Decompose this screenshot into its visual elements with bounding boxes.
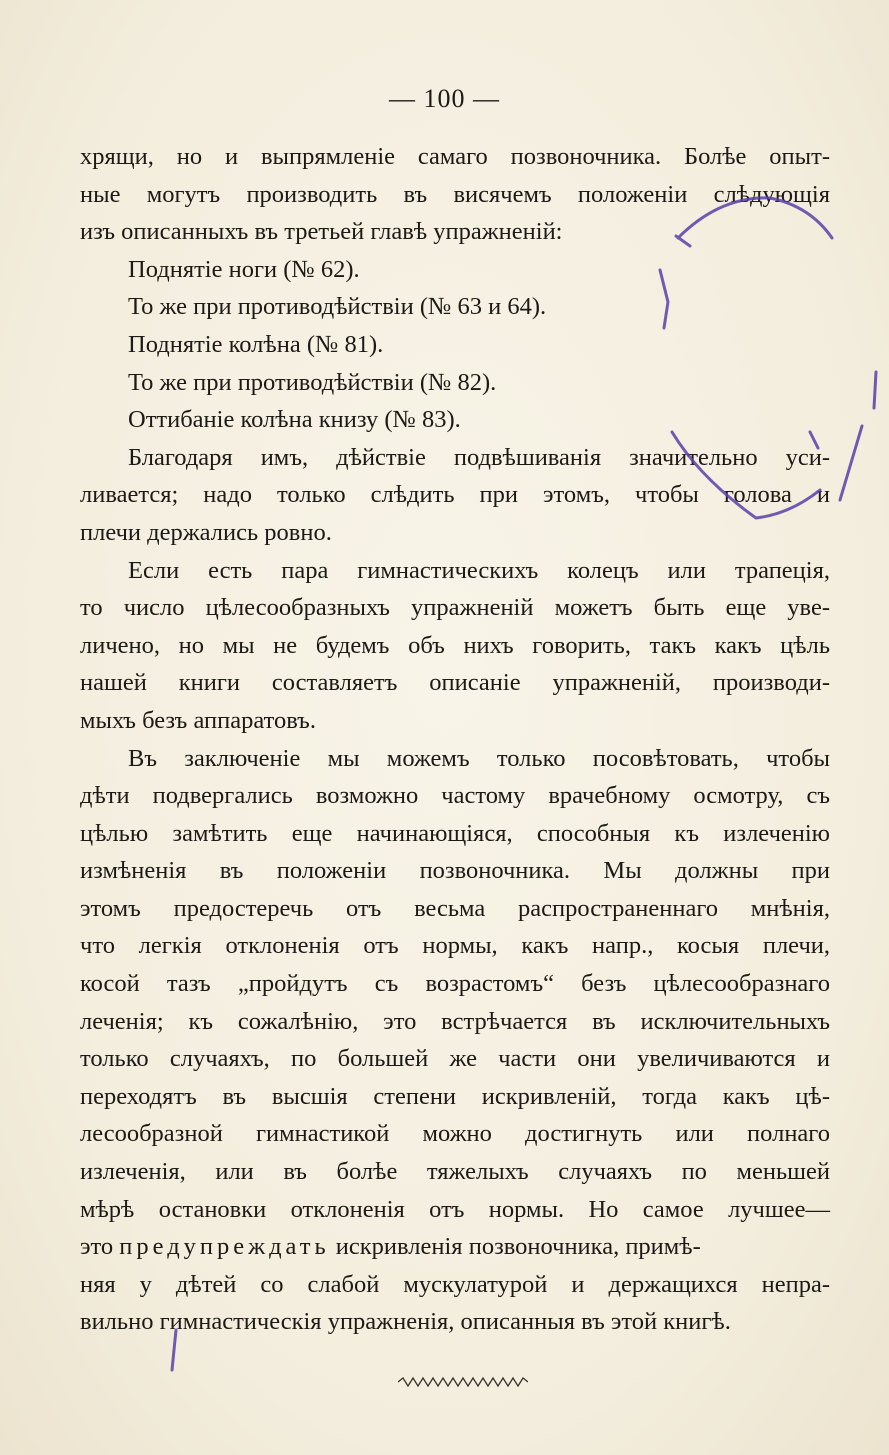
text-line: ные могутъ производить въ висячемъ положеніи слѣдующія (80, 180, 830, 208)
text-line: косой тазъ „пройдутъ съ возрастомъ“ безъ цѣлесообразнаго (80, 970, 830, 998)
exercise-list-item: Поднятіе колѣна (№ 81). (128, 330, 384, 358)
text-fragment: искривленія позвоночника, примѣ- (329, 1233, 701, 1261)
text-line: нашей книги составляетъ описаніе упражненій, производи- (80, 669, 830, 697)
text-line (80, 1228, 830, 1266)
text-line: ливается; надо только слѣдить при этомъ, чтобы голова и (80, 481, 830, 509)
text-line: цѣлью замѣтить еще начинающіяся, способныя къ излеченію (80, 819, 830, 847)
text-line: мѣрѣ остановки отклоненія отъ нормы. Но самое лучшее— (80, 1195, 830, 1223)
page-number: — 100 — (389, 84, 500, 113)
spaced-emphasis: предупреждать (119, 1233, 330, 1261)
exercise-list-item: Поднятіе ноги (№ 62). (128, 255, 360, 283)
text-fragment: это (80, 1233, 120, 1261)
end-ornament-icon (398, 1376, 528, 1388)
text-line: дѣти подвергались возможно частому врачебному осмотру, съ (80, 782, 830, 810)
text-line: то число цѣлесообразныхъ упражненій можетъ быть еще уве- (80, 594, 830, 622)
text-line: хрящи, но и выпрямленіе самаго позвоночника. Болѣе опыт- (80, 143, 830, 170)
paragraph-first-line: Въ заключеніе мы можемъ только посовѣтовать, чтобы (128, 744, 830, 772)
text-line: мыхъ безъ аппаратовъ. (80, 706, 316, 734)
text-line: переходятъ въ высшія степени искривленій, тогда какъ цѣ- (80, 1082, 830, 1110)
exercise-list-item: Оттибаніе колѣна книзу (№ 83). (128, 406, 461, 434)
text-line: плечи держались ровно. (80, 518, 332, 546)
text-line: лесообразной гимнастикой можно достигнуть или полнаго (80, 1120, 830, 1148)
text-line: что легкія отклоненія отъ нормы, какъ напр., косыя плечи, (80, 932, 830, 960)
text-line: этомъ предостеречь отъ весьма распространеннаго мнѣнія, (80, 894, 830, 922)
annotation-stroke-icon (840, 426, 862, 500)
text-line: леченія; къ сожалѣнію, это встрѣчается въ исключительныхъ (80, 1007, 830, 1035)
exercise-list-item: То же при противодѣйствіи (№ 63 и 64). (128, 293, 547, 321)
page-body (80, 138, 830, 1341)
paragraph-first-line: Благодаря имъ, дѣйствіе подвѣшиванія значительно уси- (128, 443, 830, 471)
exercise-list-item: То же при противодѣйствіи (№ 82). (128, 368, 497, 396)
text-line: излеченія, или въ болѣе тяжелыхъ случаяхъ по меньшей (80, 1158, 830, 1186)
text-line: личено, но мы не будемъ объ нихъ говорить, такъ какъ цѣль (80, 631, 830, 659)
paragraph-first-line: Если есть пара гимнастическихъ колецъ или трапеція, (128, 556, 830, 584)
text-line: измѣненія въ положеніи позвоночника. Мы должны при (80, 857, 830, 885)
text-line: изъ описанныхъ въ третьей главѣ упражненій: (80, 218, 563, 246)
text-line: только случаяхъ, по большей же части они увеличиваются и (80, 1045, 830, 1073)
text-line: вильно гимнастическія упражненія, описанныя въ этой книгѣ. (80, 1308, 731, 1336)
text-line: няя у дѣтей со слабой мускулатурой и держащихся непра- (80, 1270, 830, 1298)
annotation-stroke-icon (874, 372, 876, 408)
